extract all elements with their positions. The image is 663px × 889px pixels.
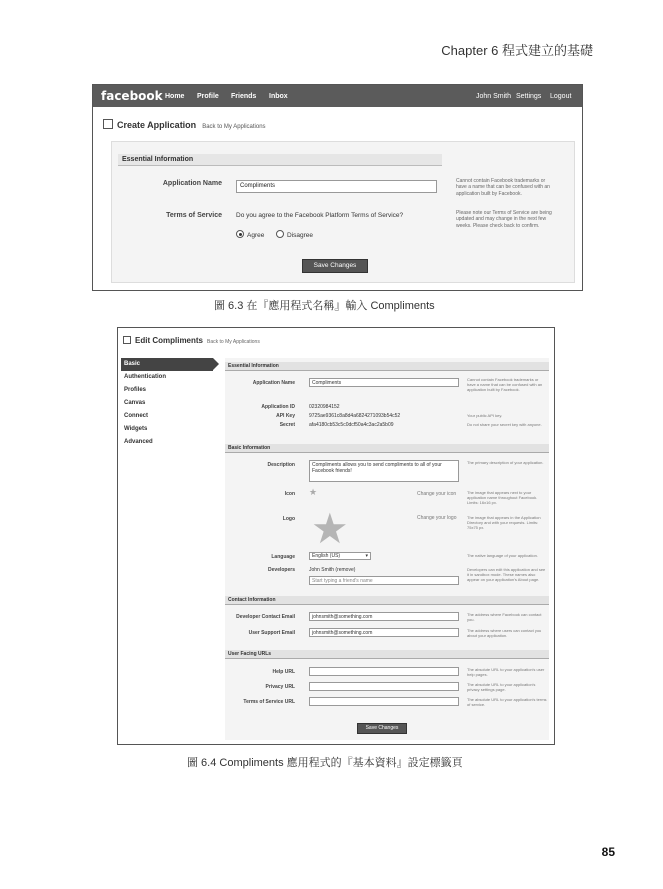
page-title (103, 119, 266, 130)
icon-label: Icon (284, 491, 295, 497)
figure-caption-6-3: 圖 6.3 在『應用程式名稱』輸入 Compliments (214, 300, 435, 312)
essential-panel (111, 141, 575, 283)
facebook-nav-bar (93, 85, 582, 107)
description-help: The primary description of your application. (467, 460, 544, 465)
support-email-input[interactable]: johnsmith@something.com (309, 628, 459, 637)
app-name-input[interactable]: Compliments (309, 378, 459, 387)
dev-email-input[interactable]: johnsmith@something.com (309, 612, 459, 621)
logo-help: The image that appears in the Application Directory and with your requests. Limits: 75x75 px. (467, 515, 541, 530)
terms-help: Please note our Terms of Service are being updated and may change in the next few weeks. Please check back to confirm. (456, 210, 552, 229)
support-email-label: User Support Email (248, 630, 295, 636)
tos-url-label: Terms of Service URL (243, 699, 295, 705)
tos-url-input[interactable] (309, 697, 459, 706)
api-key-value: 9725ae9361c8a8d4a6824271093b54c52 (309, 413, 401, 419)
nav-profile[interactable]: Profile (197, 93, 219, 100)
contact-heading: Contact Information (225, 596, 549, 605)
app-id-label: Application ID (261, 404, 295, 410)
edit-title: Edit Compliments (135, 336, 204, 345)
developers-input[interactable]: Start typing a friend's name (309, 576, 459, 585)
agree-radio[interactable] (236, 230, 244, 238)
essential-heading: Essential Information (225, 362, 549, 371)
disagree-label: Disagree (287, 232, 314, 239)
nav-home[interactable]: Home (165, 93, 185, 100)
chevron-down-icon: ▾ (365, 553, 368, 559)
app-name-label: Application Name (162, 180, 222, 187)
settings-form (225, 358, 549, 740)
app-id-value: 02320984152 (309, 404, 340, 410)
support-email-help: The address where users can contact you about your application. (467, 628, 542, 638)
change-logo-link[interactable]: Change your logo (417, 515, 457, 521)
api-key-label: API Key (276, 413, 295, 419)
page-number: 85 (601, 845, 615, 859)
privacy-url-input[interactable] (309, 682, 459, 691)
help-url-help: The absolute URL to your application's user help pages. (467, 667, 545, 677)
description-textarea[interactable]: Compliments allows you to send compliments to all of your Facebook friends! (309, 460, 459, 482)
logo-star-icon: ★ (311, 505, 349, 552)
disagree-radio[interactable] (276, 230, 284, 238)
figure-create-application (92, 84, 583, 291)
language-value: English (US) (312, 553, 341, 559)
language-select[interactable] (309, 552, 371, 560)
sidebar-item-widgets[interactable]: Widgets (124, 426, 148, 432)
developers-label: Developers (268, 567, 295, 573)
application-icon (123, 336, 131, 344)
help-url-input[interactable] (309, 667, 459, 676)
sidebar-item-connect[interactable]: Connect (124, 413, 148, 419)
sidebar-item-authentication[interactable]: Authentication (124, 374, 166, 380)
privacy-url-label: Privacy URL (265, 684, 295, 690)
page-title (123, 336, 260, 345)
help-url-label: Help URL (272, 669, 295, 675)
chapter-heading: Chapter 6 程式建立的基礎 (441, 43, 593, 58)
nav-logout[interactable]: Logout (550, 93, 572, 100)
logo-label: Logo (282, 516, 295, 522)
tos-url-help: The absolute URL to your application's terms of service. (467, 697, 547, 707)
dev-email-help: The address where Facebook can contact you. (467, 612, 542, 622)
urls-heading: User Facing URLs (225, 650, 549, 659)
save-changes-button[interactable]: Save Changes (302, 259, 368, 273)
back-link[interactable]: Back to My Applications (207, 339, 260, 345)
app-name-help: Cannot contain Facebook trademarks or have a name that can be confused with an application built by Facebook. (467, 377, 543, 392)
sidebar-item-canvas[interactable]: Canvas (124, 400, 146, 406)
agree-option[interactable] (236, 230, 264, 239)
secret-help: Do not share your secret key with anyone. (467, 422, 542, 427)
sidebar-item-profiles[interactable]: Profiles (124, 387, 147, 393)
privacy-url-help: The absolute URL to your application's privacy settings page. (467, 682, 536, 692)
language-label: Language (271, 554, 295, 560)
figure-edit-application (117, 327, 555, 745)
terms-question: Do you agree to the Facebook Platform Terms of Service? (236, 212, 404, 219)
agree-label: Agree (247, 232, 265, 239)
nav-inbox[interactable]: Inbox (269, 93, 288, 100)
nav-settings[interactable]: Settings (516, 93, 542, 100)
api-key-help: Your public API key. (467, 413, 503, 418)
app-name-help: Cannot contain Facebook trademarks or have a name that can be confused with an application built by Facebook. (456, 178, 550, 197)
icon-help: The image that appears next to your application name throughout Facebook. Limits: 16x16 px. (467, 490, 538, 505)
developers-value: John Smith (remove) (309, 567, 356, 573)
app-name-label: Application Name (252, 380, 295, 386)
nav-friends[interactable]: Friends (231, 93, 257, 100)
developers-help: Developers can edit this application and see it in sandbox mode. These names also appear on your application's About page. (467, 567, 546, 582)
sidebar-item-basic[interactable]: Basic (121, 358, 213, 371)
terms-label: Terms of Service (166, 212, 222, 219)
section-heading: Essential Information (118, 154, 442, 166)
language-help: The native language of your application. (467, 553, 538, 558)
basic-heading: Basic Information (225, 444, 549, 453)
disagree-option[interactable] (276, 230, 313, 239)
create-application-title: Create Application (117, 120, 197, 130)
figure-caption-6-4: 圖 6.4 Compliments 應用程式的『基本資料』設定標籤頁 (187, 757, 463, 769)
change-icon-link[interactable]: Change your icon (417, 491, 457, 497)
application-icon (103, 119, 113, 129)
nav-user[interactable]: John Smith (476, 93, 512, 100)
description-label: Description (267, 462, 295, 468)
facebook-logo[interactable]: facebook (101, 89, 163, 103)
secret-value: afa4180cb53c5c0dcf50a4c3ac2a5b09 (309, 422, 394, 428)
app-name-input[interactable]: Compliments (236, 180, 437, 193)
settings-sidebar (121, 358, 213, 449)
sidebar-item-advanced[interactable]: Advanced (124, 439, 153, 445)
secret-label: Secret (279, 422, 295, 428)
save-changes-button[interactable]: Save Changes (357, 723, 407, 734)
star-icon: ★ (309, 487, 318, 497)
back-link[interactable]: Back to My Applications (202, 124, 266, 130)
dev-email-label: Developer Contact Email (236, 614, 295, 620)
